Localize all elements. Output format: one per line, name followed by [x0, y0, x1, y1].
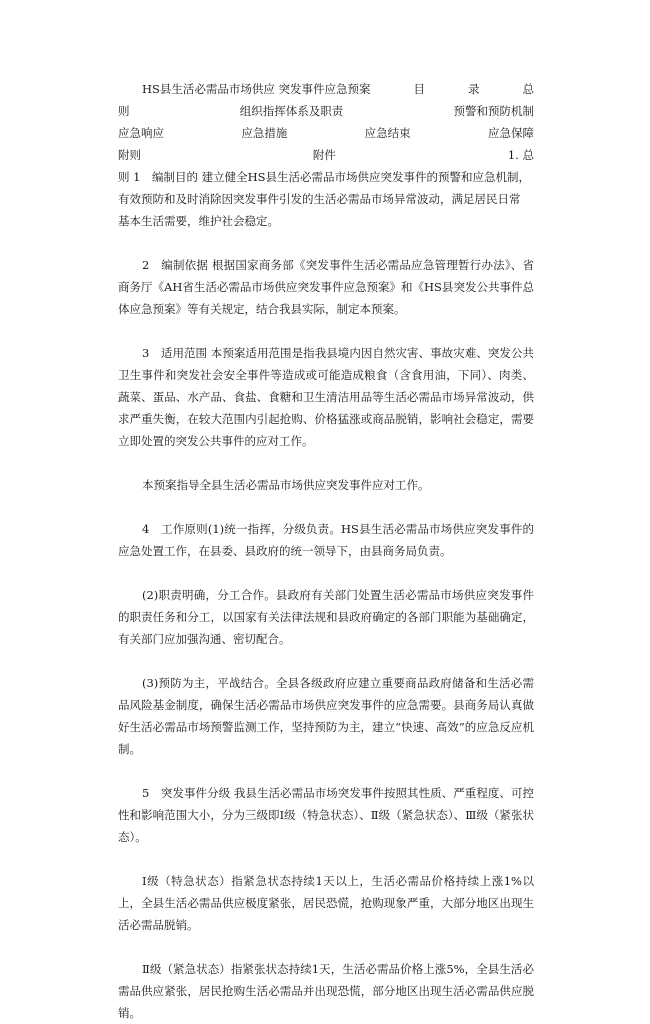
- toc-entry-supplementary: 附则: [118, 148, 141, 162]
- document-title: HS县生活必需品市场供应 突发事件应急预案: [142, 82, 371, 96]
- toc-heading-lu: 录: [468, 82, 480, 96]
- toc-line-1: [118, 78, 534, 100]
- toc-entry-warning: 预警和预防机制: [453, 104, 534, 118]
- section-4-prevention: (3)预防为主，平战结合。全县各级政府应建立重要商品政府储备和生活必需品风险基金制度，确保生活必需品市场供应突发事件的应急需要。县商务局认真做好生活必需品市场预警监测工作，坚持预防为主，建立“快速、高效”的应急反应机制。: [118, 676, 534, 756]
- section-5-paragraph: 5 突发事件分级 我县生活必需品市场突发事件按照其性质、严重程度、可控性和影响范围大小，分为三级即Ⅰ级（特急状态）、Ⅱ级（紧急状态）、Ⅲ级（紧张状态）。: [118, 786, 534, 844]
- section-1-line-1: 则 1 编制目的 建立健全HS县生活必需品市场供应突发事件的预警和应急机制，: [118, 170, 531, 184]
- toc-entry-zong: 总: [522, 82, 534, 96]
- document-page: [118, 78, 534, 1024]
- section-1-line-3: 基本生活需要，维护社会稳定。: [118, 214, 279, 228]
- section-3-paragraph: 3 适用范围 本预案适用范围是指我县境内因自然灾害、事故灾难、突发公共卫生事件和突发社会安全事件等造成或可能造成粮食（含食用油，下同）、肉类、蔬菜、蛋品、水产品、食盐、食糖和卫生清洁用品等生活必需品市场异常波动，供求严重失衡，在较大范围内引起抢购、价格猛涨或商品脱销，影响社会稳定，需要立即处置的突发公共事件的应对工作。: [118, 346, 534, 448]
- toc-entry-measures: 应急措施: [241, 126, 288, 140]
- toc-line-2: [118, 100, 534, 122]
- toc-entry-ze: 则: [118, 104, 130, 118]
- section-3-guidance: 本预案指导全县生活必需品市场供应突发事件应对工作。: [142, 478, 430, 492]
- toc-entry-end: 应急结束: [364, 126, 411, 140]
- section-4-responsibility: (2)职责明确，分工合作。县政府有关部门处置生活必需品市场供应突发事件的职责任务和分工，以国家有关法律法规和县政府确定的各部门职能为基础确定，有关部门应加强沟通、密切配合。: [118, 588, 534, 646]
- section-4-paragraph: 4 工作原则(1)统一指挥，分级负责。HS县生活必需品市场供应突发事件的应急处置工作，在县委、县政府的统一领导下，由县商务局负责。: [118, 522, 534, 558]
- toc-heading-mu: 目: [413, 82, 426, 96]
- section-5-level-2: Ⅱ级（紧急状态）指紧张状态持续1天，生活必需品价格上涨5%，全县生活必需品供应紧张，居民抢购生活必需品并出现恐慌，部分地区出现生活必需品供应脱销。: [118, 962, 534, 1020]
- toc-entry-general: 1. 总: [507, 148, 534, 162]
- section-2-paragraph: 2 编制依据 根据国家商务部《突发事件生活必需品应急管理暂行办法》、省商务厅《AH省生活必需品市场供应突发事件应急预案》和《HS县突发公共事件总体应急预案》等有关规定，结合我县实际，制定本预案。: [118, 258, 534, 316]
- toc-entry-organization: 组织指挥体系及职责: [239, 104, 344, 118]
- toc-line-3: [118, 122, 534, 144]
- toc-entry-support: 应急保障: [487, 126, 534, 140]
- section-1-line-2: 有效预防和及时消除因突发事件引发的生活必需品市场异常波动，满足居民日常: [118, 192, 521, 206]
- section-5-level-1: Ⅰ级（特急状态）指紧急状态持续1天以上，生活必需品价格持续上涨1%以上，全县生活必需品供应极度紧张，居民恐慌，抢购现象严重，大部分地区出现生活必需品脱销。: [118, 874, 534, 932]
- toc-line-4: [118, 144, 534, 166]
- toc-entry-response: 应急响应: [118, 126, 164, 140]
- toc-entry-attachment: 附件: [312, 148, 336, 162]
